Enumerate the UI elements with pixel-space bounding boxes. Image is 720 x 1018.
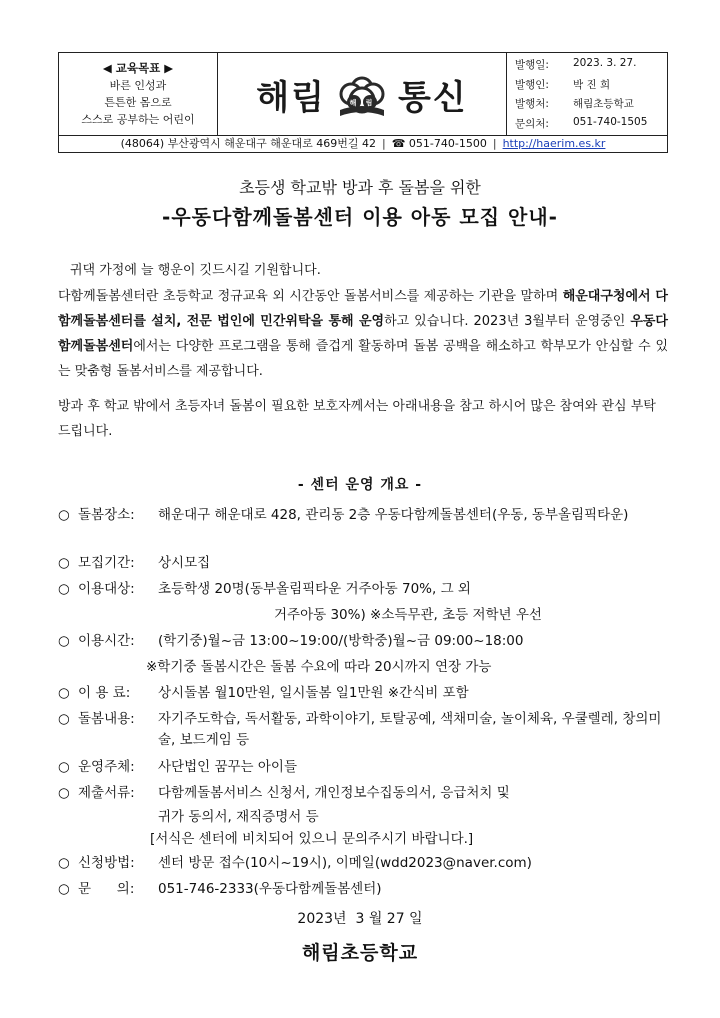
item-label: 돌봄내용: <box>78 711 135 727</box>
circle-bullet-icon: ○ <box>58 507 70 523</box>
item-note: ※학기중 돌봄시간은 돌봄 수요에 따라 20시까지 연장 가능 <box>146 659 492 675</box>
motto-line: 스스로 공부하는 어린이 <box>81 113 195 126</box>
item-value: 상시모집 <box>158 555 211 571</box>
item-label: 이용시간: <box>78 633 135 649</box>
item-label: 신청방법: <box>78 855 135 871</box>
list-item-time <box>58 631 673 652</box>
masthead <box>58 52 668 136</box>
issuer-row <box>515 96 667 111</box>
pub-value: 2023. 3. 27. <box>573 57 637 70</box>
item-continuation: 귀가 동의서, 재직증명서 등 <box>158 809 319 825</box>
circle-bullet-icon: ○ <box>58 855 70 871</box>
item-value: 051-746-2333(우동다함께돌봄센터) <box>158 881 382 897</box>
circle-bullet-icon: ○ <box>58 633 70 649</box>
pub-date-row <box>515 57 667 72</box>
school-name: 해림초등학교 <box>301 942 419 964</box>
motto-line: 바른 인성과 <box>109 79 167 92</box>
school-address: (48064) 부산광역시 해운대구 해운대로 469번길 42 <box>120 137 377 150</box>
emblem-char-right: 림 <box>365 99 375 107</box>
item-label: 이 용 료: <box>78 685 131 701</box>
separator: | <box>492 136 497 150</box>
pub-key: 발행처: <box>515 98 549 111</box>
pub-key: 발행인: <box>515 78 549 91</box>
list-item-operator <box>58 757 673 778</box>
title-line2: -우동다함께돌봄센터 이용 아동 모집 안내- <box>162 205 558 229</box>
pub-value: 박 진 희 <box>573 78 611 91</box>
text-span: 하고 있습니다. 2023년 3월부터 운영중인 <box>384 314 631 329</box>
item-label: 모집기간: <box>78 555 135 571</box>
item-label: 돌봄장소: <box>78 507 135 523</box>
item-note: [서식은 센터에 비치되어 있으니 문의주시기 바랍니다.] <box>150 831 474 847</box>
motto-title: ◀ 교육목표 ▶ <box>102 61 174 75</box>
circle-bullet-icon: ○ <box>58 785 70 801</box>
newsletter-logo <box>218 53 507 135</box>
list-item-apply <box>58 853 673 874</box>
list-item-fee <box>58 683 673 704</box>
school-phone: ☎ 051-740-1500 <box>391 136 487 150</box>
item-continuation: 거주아동 30%) ※소득무관, 초등 저학년 우선 <box>274 607 542 623</box>
item-label: 운영주체: <box>78 759 135 775</box>
contact-row <box>515 116 667 131</box>
item-value: (학기중)월~금 13:00~19:00/(방학중)월~금 09:00~18:00 <box>158 633 524 649</box>
circle-bullet-icon: ○ <box>58 685 70 701</box>
item-label: 이용대상: <box>78 581 135 597</box>
item-value: 자기주도학습, 독서활동, 과학이야기, 토탈공예, 색채미술, 놀이체육, 우쿨렐레, 창의미술, 보드게임 등 <box>158 711 662 748</box>
list-item-content <box>58 709 673 751</box>
publisher-row <box>515 77 667 92</box>
publication-info <box>507 53 667 135</box>
circle-bullet-icon: ○ <box>58 555 70 571</box>
item-label: 제출서류: <box>78 785 135 801</box>
logo-text-right: 통신 <box>398 77 468 118</box>
section-title: - 센터 운영 개요 - <box>297 477 423 493</box>
pub-value: 051-740-1505 <box>573 115 648 128</box>
item-value: 초등학생 20명(동부올림픽타운 거주아동 70%, 그 외 <box>158 581 471 597</box>
item-value: 센터 방문 접수(10시~19시), 이메일(wdd2023@naver.com) <box>158 855 532 871</box>
item-label: 문 의: <box>78 881 135 897</box>
separator: | <box>382 136 386 150</box>
list-item-period <box>58 553 673 574</box>
list-item-contact <box>58 879 673 900</box>
title-line1: 초등생 학교밖 방과 후 돌봄을 위한 <box>239 178 481 197</box>
circle-bullet-icon: ○ <box>58 581 70 597</box>
pub-value: 해림초등학교 <box>573 98 634 111</box>
list-item-place <box>58 505 673 526</box>
text-span: 에서는 다양한 프로그램을 통해 즐겁게 활동하며 돌봄 공백을 해소하고 학부모가 안심할 수 있는 맞춤형 돌봄서비스를 제공합니다. <box>58 339 668 379</box>
circle-bullet-icon: ○ <box>58 881 70 897</box>
school-website-link[interactable]: http://haerim.es.kr <box>502 136 606 150</box>
emblem-char-left: 해 <box>349 99 359 107</box>
item-value: 다함께돌봄서비스 신청서, 개인정보수집동의서, 응급처치 및 <box>158 785 510 801</box>
item-value: 사단법인 꿈꾸는 아이들 <box>158 759 297 775</box>
bold-span: 해운대구청에서 다함께돌봄센터를 설치, 전문 법인에 민간위탁을 통해 운영 <box>58 289 668 329</box>
greeting: 귀댁 가정에 늘 행운이 깃드시길 기원합니다. <box>70 263 321 278</box>
pub-key: 발행일: <box>515 59 549 72</box>
logo-text-left: 해림 <box>256 77 326 118</box>
motto-line: 튼튼한 몸으로 <box>104 96 172 109</box>
issue-date: 2023년 3 월 27 일 <box>297 911 423 927</box>
bold-span: 우동다함께돌봄센터 <box>58 314 668 354</box>
list-item-documents <box>58 783 673 804</box>
request-paragraph: 방과 후 학교 밖에서 초등자녀 돌봄이 필요한 보호자께서는 아래내용을 참고 하시어 많은 참여와 관심 부탁드립니다. <box>58 399 656 439</box>
list-item-target <box>58 579 673 600</box>
intro-paragraph <box>58 284 668 384</box>
pub-key: 문의처: <box>515 117 549 130</box>
item-value: 해운대구 해운대로 428, 관리동 2층 우동다함께돌봄센터(우동, 동부올림픽타운) <box>158 507 629 523</box>
address-bar <box>58 134 668 153</box>
text-span: 다함께돌봄센터란 초등학교 정규교육 외 시간동안 돌봄서비스를 제공하는 기관을 말하며 <box>58 289 563 304</box>
school-emblem-icon <box>332 64 392 124</box>
circle-bullet-icon: ○ <box>58 711 70 727</box>
education-motto <box>59 53 218 135</box>
circle-bullet-icon: ○ <box>58 759 70 775</box>
item-value: 상시돌봄 월10만원, 일시돌봄 일1만원 ※간식비 포함 <box>158 685 469 701</box>
